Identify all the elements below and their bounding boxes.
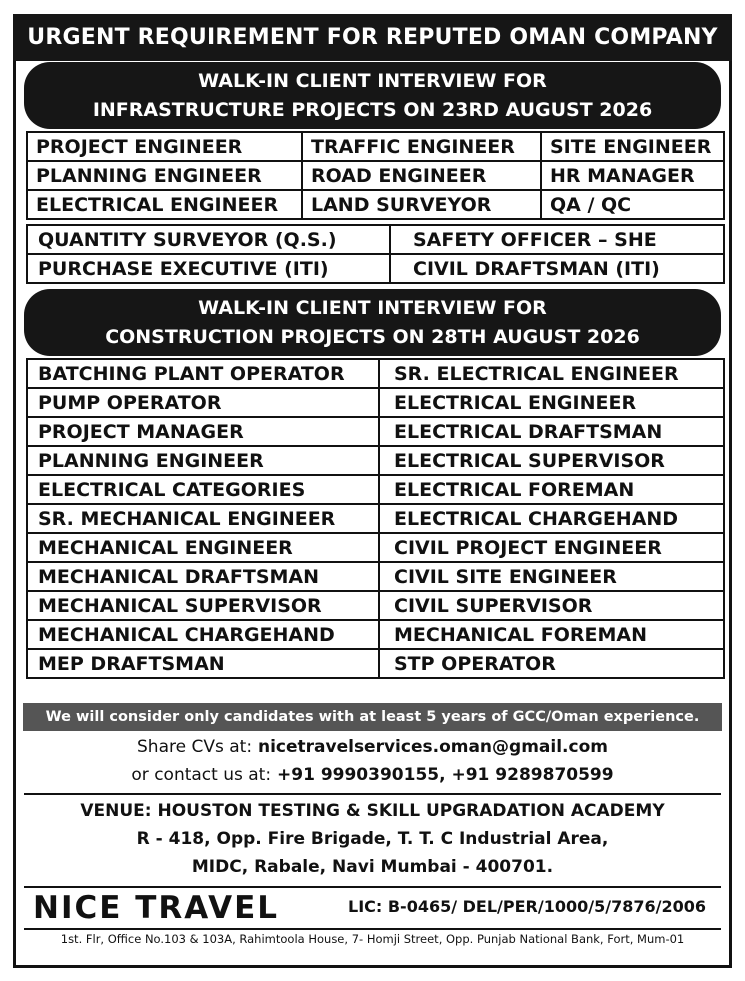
job-title: ELECTRICAL CATEGORIES [27,475,379,504]
job-title: ELECTRICAL DRAFTSMAN [379,417,724,446]
divider [24,793,721,795]
job-title: QA / QC [541,190,724,219]
job-title: CIVIL PROJECT ENGINEER [379,533,724,562]
divider [24,928,721,930]
venue-line1: VENUE: HOUSTON TESTING & SKILL UPGRADATION ACADEMY [80,801,665,821]
brand-name: NICE TRAVEL [33,890,280,926]
job-title: SR. ELECTRICAL ENGINEER [379,359,724,388]
venue-line3: MIDC, Rabale, Navi Mumbai - 400701. [191,857,554,877]
section1-line1: WALK-IN CLIENT INTERVIEW FOR [198,69,547,92]
section2-line2: CONSTRUCTION PROJECTS ON 28TH AUGUST 2026 [105,325,640,348]
job-title: CIVIL DRAFTSMAN (ITI) [390,254,724,283]
divider [24,886,721,888]
section2-grid [26,358,725,679]
section2-banner [24,289,721,356]
license-number: LIC: B-0465/ DEL/PER/1000/5/7876/2006 [348,897,706,916]
job-title: CIVIL SITE ENGINEER [379,562,724,591]
table-row [27,504,724,533]
job-title: ELECTRICAL FOREMAN [379,475,724,504]
table-row [27,225,724,254]
job-title: MECHANICAL DRAFTSMAN [27,562,379,591]
section2-line1: WALK-IN CLIENT INTERVIEW FOR [198,296,547,319]
section1-banner [24,62,721,129]
table-row [27,533,724,562]
table-row [27,161,724,190]
section1-grid-two-col [26,224,725,284]
office-address: 1st. Flr, Office No.103 & 103A, Rahimtoola House, 7- Homji Street, Opp. Punjab National Bank, Fort, Mum-01 [60,932,685,946]
job-title: HR MANAGER [541,161,724,190]
table-row [27,417,724,446]
venue-line2: R - 418, Opp. Fire Brigade, T. T. C Industrial Area, [136,829,609,849]
table-row [27,562,724,591]
table-row [27,132,724,161]
section1-line2: INFRASTRUCTURE PROJECTS ON 23RD AUGUST 2026 [92,98,653,121]
job-title: MEP DRAFTSMAN [27,649,379,678]
job-title: SR. MECHANICAL ENGINEER [27,504,379,533]
table-row [27,591,724,620]
table-row [27,359,724,388]
job-title: CIVIL SUPERVISOR [379,591,724,620]
table-row [27,388,724,417]
job-title: SAFETY OFFICER – SHE [390,225,724,254]
venue-block [24,797,721,881]
cv-label: Share CVs at: [137,737,253,757]
job-title: ELECTRICAL ENGINEER [379,388,724,417]
job-title: MECHANICAL SUPERVISOR [27,591,379,620]
job-title: PURCHASE EXECUTIVE (ITI) [27,254,390,283]
experience-note: We will consider only candidates with at least 5 years of GCC/Oman experience. [23,703,722,731]
job-title: ELECTRICAL CHARGEHAND [379,504,724,533]
table-row [27,254,724,283]
job-title: MECHANICAL CHARGEHAND [27,620,379,649]
table-row [27,620,724,649]
job-title: LAND SURVEYOR [302,190,541,219]
job-title: SITE ENGINEER [541,132,724,161]
job-title: PUMP OPERATOR [27,388,379,417]
job-title: STP OPERATOR [379,649,724,678]
section1-grid-three-col [26,131,725,220]
cv-line [24,737,721,757]
email-link[interactable]: nicetravelservices.oman@gmail.com [257,737,608,757]
table-row [27,649,724,678]
job-title: MECHANICAL FOREMAN [379,620,724,649]
job-title: PLANNING ENGINEER [27,161,302,190]
job-title: PROJECT MANAGER [27,417,379,446]
job-title: QUANTITY SURVEYOR (Q.S.) [27,225,390,254]
job-title: BATCHING PLANT OPERATOR [27,359,379,388]
table-row [27,475,724,504]
phone-line [24,765,721,785]
table-row [27,190,724,219]
phone-numbers[interactable]: +91 9990390155, +91 9289870599 [277,765,614,785]
job-title: ROAD ENGINEER [302,161,541,190]
phone-label: or contact us at: [131,765,272,785]
table-row [27,446,724,475]
poster-title: URGENT REQUIREMENT FOR REPUTED OMAN COMPANY [13,14,732,61]
job-title: MECHANICAL ENGINEER [27,533,379,562]
job-title: TRAFFIC ENGINEER [302,132,541,161]
job-title: PLANNING ENGINEER [27,446,379,475]
job-title: ELECTRICAL SUPERVISOR [379,446,724,475]
job-title: PROJECT ENGINEER [27,132,302,161]
job-title: ELECTRICAL ENGINEER [27,190,302,219]
